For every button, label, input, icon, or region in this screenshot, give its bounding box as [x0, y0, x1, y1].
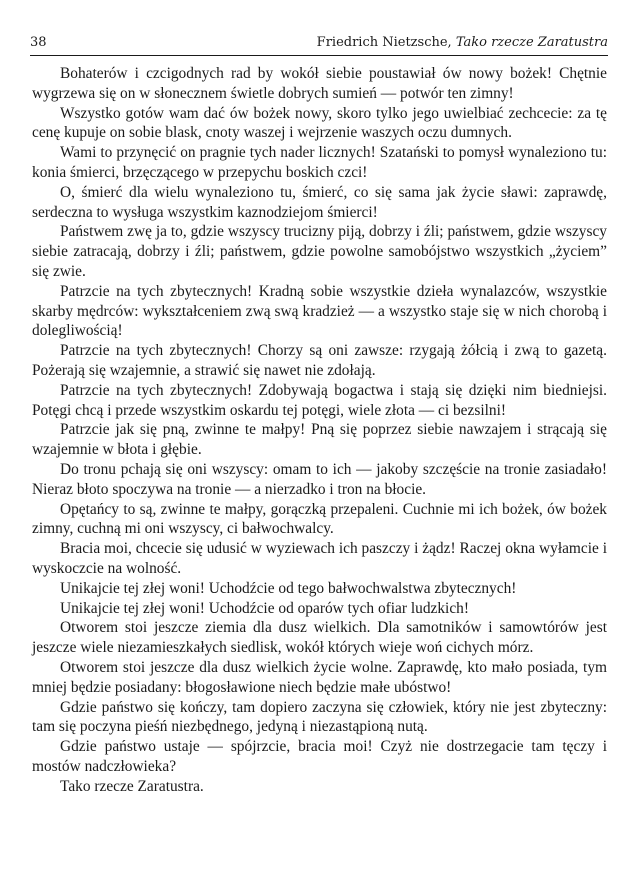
- paragraph: Opętańcy to są, zwinne te małpy, gorączką przepaleni. Cuchnie mi ich bożek, ów bożek zimny, cuchną mi oni wszyscy, ci bałwochwalcy.: [32, 500, 607, 538]
- paragraph: Gdzie państwo ustaje — spójrzcie, bracia moi! Czyż nie dostrzegacie tam tęczy i mostów nadczłowieka?: [32, 738, 607, 775]
- running-head-title: Tako rzecze Zaratustra: [455, 35, 608, 50]
- paragraph: Bohaterów i czcigodnych rad by wokół siebie poustawiał ów nowy bożek! Chętnie wygrzewa się on w słonecznem świetle dobrych sumień — potwór ten zimny!: [32, 65, 607, 102]
- paragraph: Bracia moi, chcecie się udusić w wyziewach ich paszczy i żądz! Raczej okna wyłamcie i wyskoczcie na wolność.: [32, 540, 607, 577]
- paragraph: Patrzcie na tych zbytecznych! Zdobywają bogactwa i stają się dzięki nim biedniejsi. Potęgi chcą i przede wszystkim oskardu tej potęgi, wiele złota — ci bezsilni!: [32, 381, 607, 419]
- page-header: [30, 34, 608, 52]
- paragraph: Unikajcie tej złej woni! Uchodźcie od tego bałwochwalstwa zbytecznych!: [60, 579, 517, 597]
- paragraph: Patrzcie na tych zbytecznych! Kradną sobie wszystkie dzieła wynalazców, wszystkie skarby mędrców: wykształceniem zwą swą kradzież — a wszystko staje się w nich chorobą i dolegliwością!: [32, 282, 607, 340]
- paragraph: O, śmierć dla wielu wynaleziono tu, śmierć, co się sama jak życie sławi: zaprawdę, serdeczna to wysługa wszystkim kaznodziejom śmierci!: [32, 183, 607, 221]
- paragraph: Otworem stoi jeszcze dla dusz wielkich życie wolne. Zaprawdę, kto mało posiada, tym mniej będzie posiadany: błogosławione niech będzie małe ubóstwo!: [32, 658, 607, 696]
- running-head-author: Friedrich Nietzsche,: [316, 35, 452, 50]
- paragraph: Patrzcie jak się pną, zwinne te małpy! Pną się poprzez siebie nawzajem i strącają się wzajemnie w błota i głębie.: [32, 421, 607, 459]
- body-text: [32, 64, 607, 796]
- paragraph: Wami to przynęcić on pragnie tych nader licznych! Szatański to pomysł wynaleziono tu: konia śmierci, brzęczącego w przepychu boskich czci!: [32, 144, 607, 181]
- paragraph-closing: Tako rzecze Zaratustra.: [60, 777, 204, 795]
- paragraph: Do tronu pchają się oni wszyscy: omam to ich — jakoby szczęście na tronie zasiadało! Nieraz błoto spoczywa na tronie — a nierzadko i tron na błocie.: [32, 460, 607, 498]
- paragraph: Otworem stoi jeszcze ziemia dla dusz wielkich. Dla samotników i samowtórów jest jeszcze wiele niezamieszkałych siedlisk, wokół których wieje woń cichych mórz.: [32, 619, 607, 657]
- page-number: 38: [30, 35, 47, 50]
- paragraph: Unikajcie tej złej woni! Uchodźcie od oparów tych ofiar ludzkich!: [60, 599, 469, 617]
- header-rule: [30, 55, 608, 56]
- paragraph: Państwem zwę ja to, gdzie wszyscy trucizny piją, dobrzy i źli; państwem, gdzie wszyscy siebie zatracają, dobrzy i źli; państwem, gdzie powolne samobójstwo wszystkich „życiem” się zwie.: [32, 223, 607, 280]
- running-head: [317, 34, 608, 52]
- paragraph: Gdzie państwo się kończy, tam dopiero zaczyna się człowiek, który nie jest zbyteczny: tam się poczyna pieśń niezbędnego, jedyną i niezastąpioną nutą.: [32, 698, 607, 736]
- paragraph: Wszystko gotów wam dać ów bożek nowy, skoro tylko jego uwielbiać zechcecie: za tę cenę kupuje on sobie blask, cnoty waszej i wejrzenie waszych oczu dumnych.: [32, 104, 607, 142]
- paragraph: Patrzcie na tych zbytecznych! Chorzy są oni zawsze: rzygają żółcią i zwą to gazetą. Pożerają się wzajemnie, a strawić się nawet nie zdołają.: [32, 342, 607, 379]
